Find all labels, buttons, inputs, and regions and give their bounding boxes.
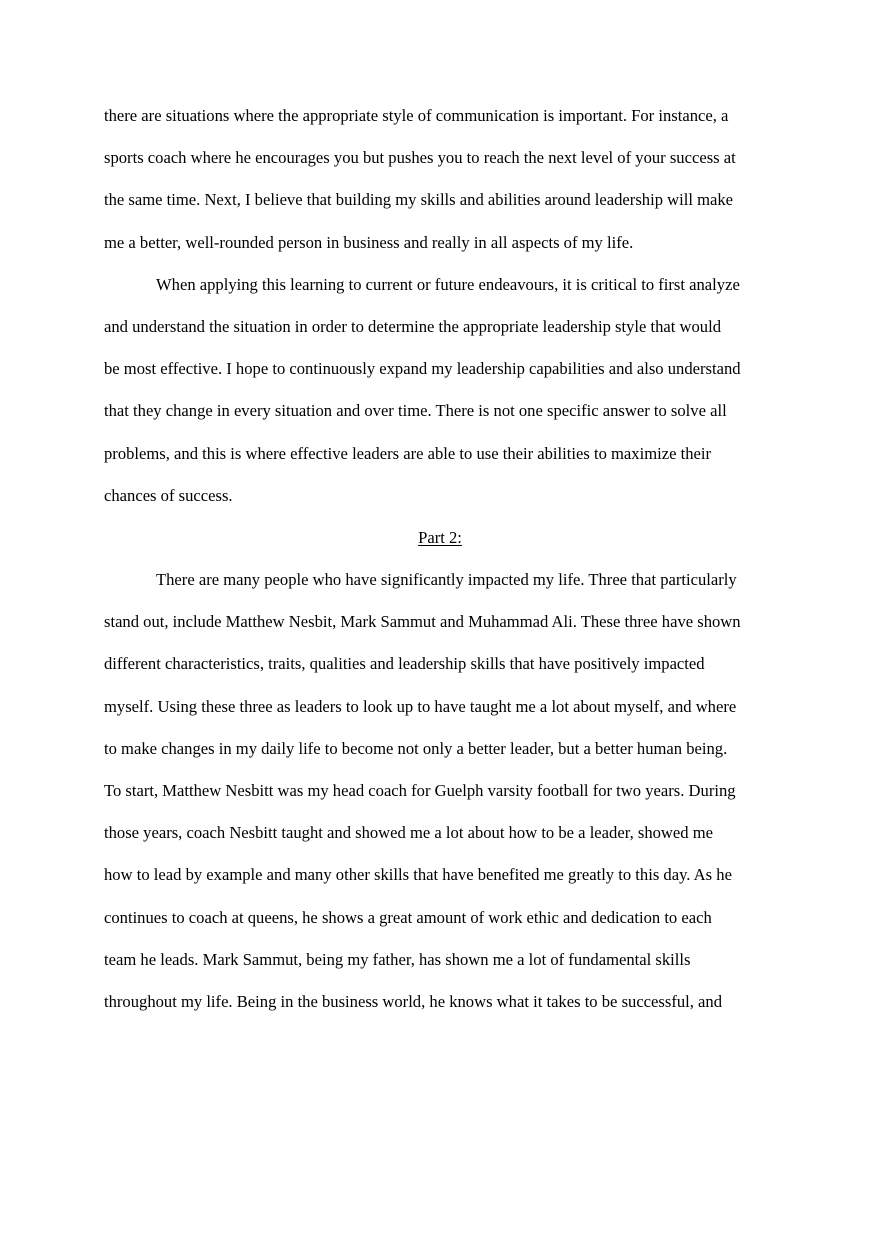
text-line: stand out, include Matthew Nesbit, Mark Sammut and Muhammad Ali. These three have shown — [104, 612, 741, 632]
text-line: There are many people who have significantly impacted my life. Three that particularly — [156, 570, 737, 590]
text-line: be most effective. I hope to continuously expand my leadership capabilities and also understand — [104, 359, 741, 379]
text-line: there are situations where the appropriate style of communication is important. For instance, a — [104, 106, 729, 125]
text-line: To start, Matthew Nesbitt was my head coach for Guelph varsity football for two years. During — [104, 781, 736, 800]
document-body — [104, 97, 776, 1025]
text-line: chances of success. — [104, 485, 233, 505]
paragraph-1 — [104, 97, 776, 266]
text-line: continues to coach at queens, he shows a great amount of work ethic and dedication to each — [104, 907, 712, 927]
text-line: those years, coach Nesbitt taught and showed me a lot about how to be a leader, showed me — [104, 823, 713, 843]
text-line: myself. Using these three as leaders to look up to have taught me a lot about myself, and where — [104, 696, 737, 716]
text-line: to make changes in my daily life to become not only a better leader, but a better human being. — [104, 738, 728, 758]
text-line: me a better, well-rounded person in business and really in all aspects of my life. — [104, 232, 634, 252]
text-line: When applying this learning to current or future endeavours, it is critical to first analyze — [156, 274, 740, 294]
text-line: sports coach where he encourages you but pushes you to reach the next level of your success at — [104, 148, 736, 168]
text-line: and understand the situation in order to determine the appropriate leadership style that would — [104, 316, 722, 336]
paragraph-3 — [104, 561, 776, 1025]
text-line: problems, and this is where effective leaders are able to use their abilities to maximize their — [104, 443, 711, 463]
section-heading — [104, 519, 776, 561]
text-line: that they change in every situation and over time. There is not one specific answer to solve all — [104, 401, 727, 421]
paragraph-2 — [104, 266, 776, 519]
text-line: team he leads. Mark Sammut, being my father, has shown me a lot of fundamental skills — [104, 949, 691, 969]
text-line: throughout my life. Being in the business world, he knows what it takes to be successful, and — [104, 991, 723, 1011]
text-line: different characteristics, traits, qualities and leadership skills that have positively impacted — [104, 654, 705, 674]
text-line: the same time. Next, I believe that building my skills and abilities around leadership will make — [104, 190, 734, 210]
text-line: how to lead by example and many other skills that have benefited me greatly to this day. As he — [104, 865, 732, 885]
section-heading-text: Part 2: — [418, 527, 462, 547]
